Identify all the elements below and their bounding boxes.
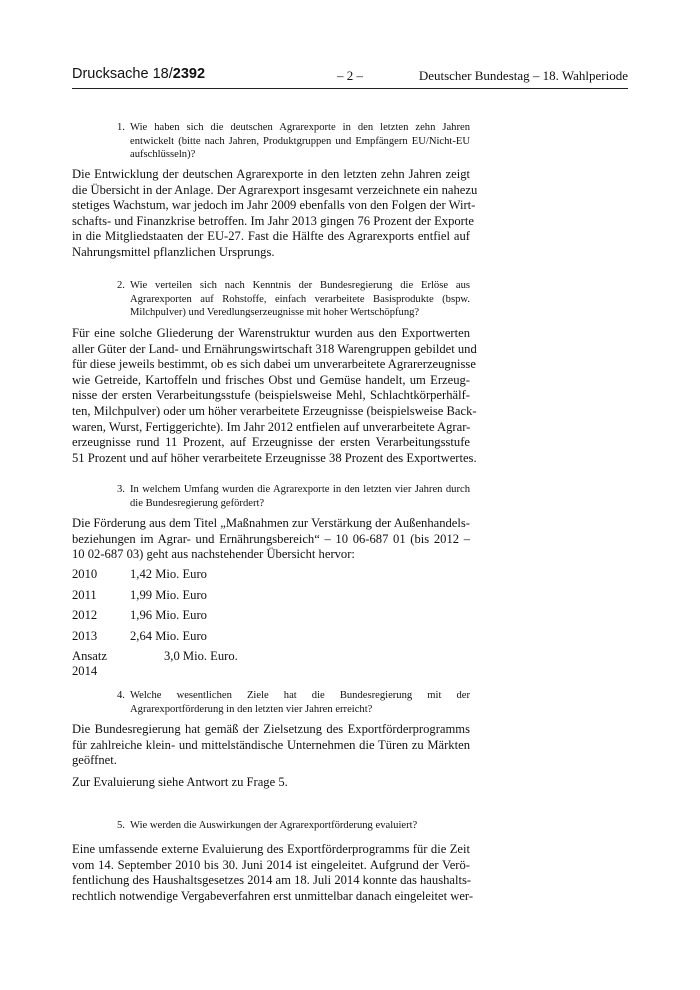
answer-line: 51 Prozent und auf höher verarbeitete Erzeugnisse 38 Prozent des Exportwertes. (72, 450, 477, 465)
question-3 (117, 483, 470, 510)
funding-year: Ansatz 2014 (72, 649, 107, 679)
answer-line: aller Güter der Land- und Ernährungswirtschaft 318 Warengruppen gebildet und (72, 341, 477, 356)
question-4 (117, 689, 470, 716)
funding-year: 2012 (72, 608, 98, 623)
funding-year: 2013 (72, 628, 98, 643)
question-text: Welche wesentlichen Ziele hat die Bundesregierung mit der Agrarexportförderung in den letzten vier Jahren erreicht? (130, 690, 470, 715)
answer-5 (72, 842, 474, 904)
answer-line: die Übersicht in der Anlage. Der Agrarexport insgesamt verzeichnete ein nahezu (72, 182, 478, 197)
answer-line: waren, Wurst, Fertiggerichte). Im Jahr 2012 entfielen auf unverarbeitete Agrar- (72, 419, 471, 434)
answer-line: beziehungen im Agrar- und Ernährungsbereich“ – 10 06-687 01 (bis 2012 – (72, 531, 470, 546)
answer-line: rechtlich notwendige Vergabeverfahren erst unmittelbar danach eingeleitet wer- (72, 888, 474, 903)
answer-4-note (72, 775, 470, 791)
question-text: Wie verteilen sich nach Kenntnis der Bundesregierung die Erlöse aus Agrarexporten auf Rohstoffe, einfach verarbeitete Basisprodukte (bspw. Milchpulver) und Veredlungserzeugnisse mit hoher Wertschöpfung? (130, 280, 470, 318)
answer-1 (72, 167, 478, 261)
answer-line: ten, Milchpulver) oder um höher verarbeitete Erzeugnisse (beispielsweise Back- (72, 403, 477, 418)
question-text: In welchem Umfang wurden die Agrarexporte in den letzten vier Jahren durch die Bundesregierung gefördert? (130, 484, 470, 509)
doc-number: 2392 (172, 66, 206, 82)
answer-2 (72, 326, 477, 466)
funding-amount: 1,96 Mio. Euro (130, 608, 207, 623)
answer-line: geöffnet. (72, 753, 117, 768)
question-number: 3. (117, 484, 125, 495)
answer-line: Die Förderung aus dem Titel „Maßnahmen zur Verstärkung der Außenhandels- (72, 516, 470, 530)
doc-label: Drucksache 18/ (72, 66, 173, 82)
answer-line: stetiges Wachstum, war jedoch im Jahr 2009 ebenfalls von den Folgen der Wirt- (72, 198, 476, 213)
question-text: Wie haben sich die deutschen Agrarexporte in den letzten zehn Jahren entwickelt (bitte nach Jahren, Produktgruppen und Empfängern EU/Nicht-EU aufschlüsseln)? (130, 122, 470, 160)
answer-line: Die Entwicklung der deutschen Agrarexporte in den letzten zehn Jahren zeigt (72, 167, 470, 181)
question-number: 4. (117, 690, 125, 701)
document-number (72, 66, 205, 82)
answer-line: schafts- und Finanzkrise betroffen. Im Jahr 2013 gingen 76 Prozent der Exporte (72, 213, 474, 228)
answer-line: fentlichung des Haushaltsgesetzes 2014 am 18. Juli 2014 konnte das haushalts- (72, 873, 472, 888)
answer-line: Für eine solche Gliederung der Warenstruktur wurden aus den Exportwerten (72, 326, 470, 340)
answer-line: Nahrungsmittel pflanzlichen Ursprungs. (72, 244, 275, 259)
answer-line: nisse der ersten Verarbeitungsstufe (beispielsweise Mehl, Schlachtkörperhälf- (72, 388, 470, 403)
funding-amount: 2,64 Mio. Euro (130, 628, 207, 643)
question-2 (117, 279, 470, 320)
answer-line: 10 02-687 03) geht aus nachstehender Übersicht hervor: (72, 547, 355, 562)
answer-line: Eine umfassende externe Evaluierung des Exportförderprogramms für die Zeit (72, 842, 470, 856)
question-number: 2. (117, 280, 125, 291)
answer-line: erzeugnisse rund 11 Prozent, auf Erzeugnisse der ersten Verarbeitungsstufe (72, 435, 470, 450)
funding-amount: 1,42 Mio. Euro (130, 567, 207, 581)
page-header (72, 64, 628, 89)
answer-line: Zur Evaluierung siehe Antwort zu Frage 5. (72, 775, 288, 789)
answer-line: Die Bundesregierung hat gemäß der Zielsetzung des Exportförderprogramms (72, 722, 470, 736)
answer-line: für diese jeweils bestimmt, ob es sich dabei um unverarbeitete Agrarerzeugnisse (72, 357, 476, 372)
question-1 (117, 121, 470, 162)
answer-line: für zahlreiche klein- und mittelständische Unternehmen die Türen zu Märkten (72, 737, 470, 752)
funding-year: 2010 (72, 567, 98, 581)
page-number: – 2 – (337, 68, 363, 83)
question-text: Wie werden die Auswirkungen der Agrarexportförderung evaluiert? (130, 820, 418, 831)
question-number: 1. (117, 122, 125, 133)
answer-line: wie Getreide, Kartoffeln und frisches Obst und Gemüse handelt, um Erzeug- (72, 372, 470, 387)
answer-3 (72, 516, 470, 563)
question-number: 5. (117, 820, 125, 831)
answer-line: in die Mitgliedstaaten der EU-27. Fast die Hälfte des Agrarexports entfiel auf (72, 229, 470, 244)
question-5 (117, 819, 470, 833)
funding-year: 2011 (72, 587, 97, 602)
parliament-label: Deutscher Bundestag – 18. Wahlperiode (418, 68, 628, 83)
answer-4 (72, 722, 470, 769)
answer-line: vom 14. September 2010 bis 30. Juni 2014 ist eingeleitet. Aufgrund der Verö- (72, 857, 470, 872)
funding-amount: 1,99 Mio. Euro (130, 587, 207, 602)
funding-amount: 3,0 Mio. Euro. (164, 649, 238, 664)
